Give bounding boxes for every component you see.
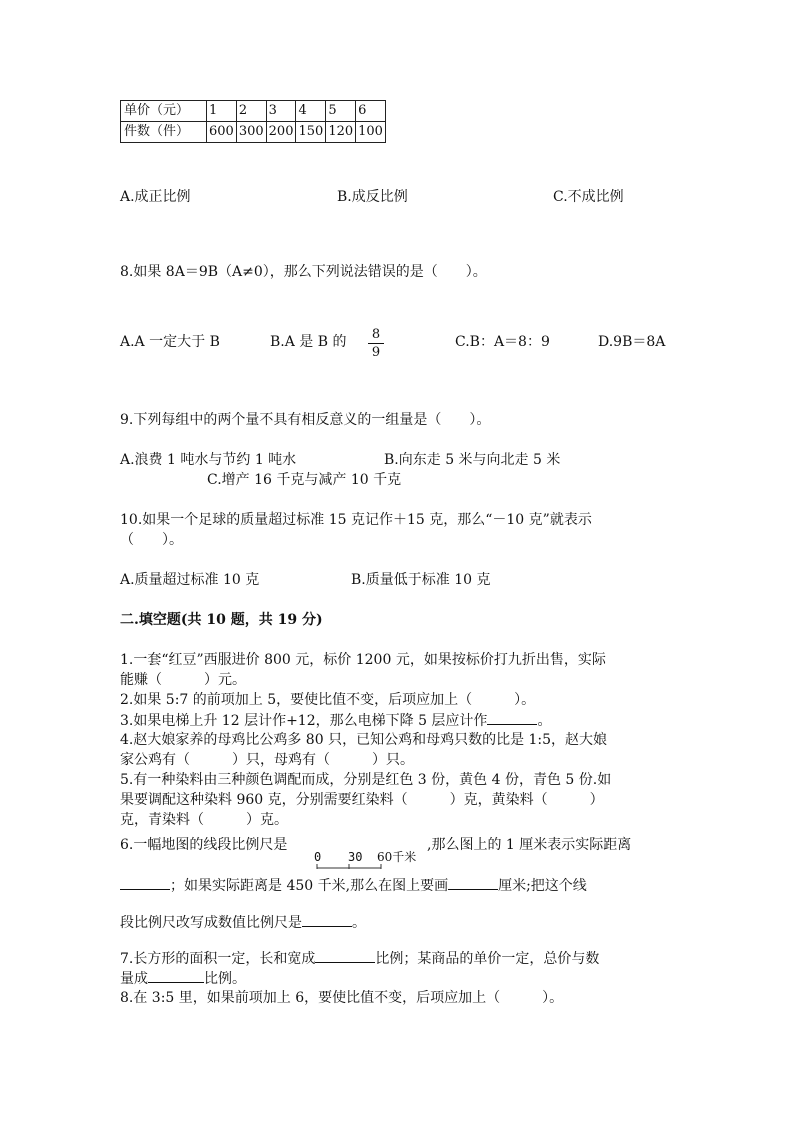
fill-q6-line1b: ,那么图上的 1 厘米表示实际距离 (427, 837, 632, 853)
q9-option-b: B.向东走 5 米与向北走 5 米 (384, 452, 561, 468)
fill-q6-text: 段比例尺改写成数值比例尺是 (120, 915, 302, 931)
fill-q7-line2 (120, 968, 246, 989)
q10-option-a: A.质量超过标准 10 克 (120, 572, 260, 588)
scale-bar-line (314, 852, 424, 874)
fill-q3-text: 3.如果电梯上升 12 层计作+12，那么电梯下降 5 层应计作 (120, 713, 488, 729)
fill-q5-line1: 5.有一种染料由三种颜色调配而成，分别是红色 3 份，黄色 4 份，青色 5 份.如 (120, 772, 612, 788)
table-cell: 6 (356, 101, 386, 122)
q10-stem-line2: （ ）。 (120, 532, 183, 548)
fill-q5-line3: 克，青染料（ ）克。 (120, 812, 288, 828)
q10-option-b: B.质量低于标准 10 克 (351, 572, 491, 588)
fill-q1-line1: 1.一套“红豆”西服进价 800 元，标价 1200 元，如果按标价打九折出售，实际 (120, 652, 606, 668)
answer-blank[interactable] (120, 875, 170, 890)
answer-blank[interactable] (148, 968, 204, 983)
table-cell: 120 (326, 122, 356, 143)
fill-q2: 2.如果 5:7 的前项加上 5，要使比值不变，后项应加上（ ）。 (120, 692, 536, 708)
q7-option-c: C.不成比例 (553, 189, 624, 205)
table-header-cell: 单价（元） (121, 101, 207, 122)
table-cell: 600 (207, 122, 237, 143)
fill-q6-line1a: 6.一幅地图的线段比例尺是 (120, 837, 288, 853)
table-cell: 1 (207, 101, 237, 122)
price-quantity-table (120, 100, 386, 143)
fill-q6-text: ；如果实际距离是 450 千米,那么在图上要画 (170, 878, 449, 894)
q10-stem-line1: 10.如果一个足球的质量超过标准 15 克记作＋15 克，那么“－10 克”就表示 (120, 512, 592, 528)
fill-q6-line3 (120, 912, 366, 933)
scale-bar (314, 852, 424, 874)
q8-option-d: D.9B＝8A (598, 334, 666, 350)
q9-stem: 9.下列每组中的两个量不具有相反意义的一组量是（ ）。 (120, 412, 491, 428)
table-cell: 150 (296, 122, 326, 143)
q7-option-a: A.成正比例 (120, 189, 191, 205)
fill-q4-line1: 4.赵大娘家养的母鸡比公鸡多 80 只，已知公鸡和母鸡只数的比是 1:5，赵大娘 (120, 732, 608, 748)
fraction-denominator: 9 (371, 345, 381, 360)
answer-blank[interactable] (315, 948, 375, 963)
fill-q7-line1 (120, 948, 599, 969)
fill-q7-text: 比例。 (204, 971, 246, 987)
fill-q4-line2: 家公鸡有（ ）只，母鸡有（ ）只。 (120, 752, 414, 768)
fill-q3 (120, 710, 551, 731)
q8-option-c: C.B：A＝8：9 (455, 334, 550, 350)
table-cell: 200 (266, 122, 296, 143)
q7-option-b: B.成反比例 (337, 189, 408, 205)
answer-blank[interactable] (448, 875, 498, 890)
fill-q8: 8.在 3:5 里，如果前项加上 6，要使比值不变，后项应加上（ ）。 (120, 990, 564, 1006)
table-row (121, 122, 386, 143)
q8-option-a: A.A 一定大于 B (120, 334, 220, 350)
fill-q6-end: 。 (352, 915, 366, 931)
section-title: 二.填空题(共 10 题，共 19 分) (120, 612, 323, 628)
q9-option-a: A.浪费 1 吨水与节约 1 吨水 (120, 452, 297, 468)
fill-q3-end: 。 (537, 713, 552, 729)
table-row (121, 101, 386, 122)
q8-option-b: B.A 是 B 的 (270, 334, 347, 350)
q8-fraction (368, 326, 384, 361)
answer-blank[interactable] (302, 912, 352, 927)
table-cell: 2 (236, 101, 266, 122)
fill-q7-text: 量成 (120, 971, 148, 987)
table-cell: 100 (356, 122, 386, 143)
fraction-numerator: 8 (368, 326, 384, 344)
table-cell: 4 (296, 101, 326, 122)
q8-stem: 8.如果 8A＝9B（A≠0），那么下列说法错误的是（ ）。 (120, 264, 487, 280)
fill-q5-line2: 果要调配这种染料 960 克，分别需要红染料（ ）克，黄染料（ ） (120, 792, 604, 808)
fill-q6-text: 厘米;把这个线 (498, 878, 587, 894)
fill-q6-line2 (120, 875, 587, 896)
scale-label-60: 60千米 (377, 850, 417, 864)
scale-label-30: 30 (348, 850, 363, 864)
table-cell: 300 (236, 122, 266, 143)
table-cell: 5 (326, 101, 356, 122)
q9-option-c: C.增产 16 千克与减产 10 千克 (207, 472, 402, 488)
fill-q7-text: 7.长方形的面积一定，长和宽成 (120, 951, 316, 967)
table-header-cell: 件数（件） (121, 122, 207, 143)
fill-q1-line2: 能赚（ ）元。 (120, 672, 246, 688)
table-cell: 3 (266, 101, 296, 122)
scale-label-0: 0 (314, 850, 322, 864)
answer-blank[interactable] (487, 710, 537, 725)
fill-q7-text: 比例；某商品的单价一定，总价与数 (375, 951, 600, 967)
